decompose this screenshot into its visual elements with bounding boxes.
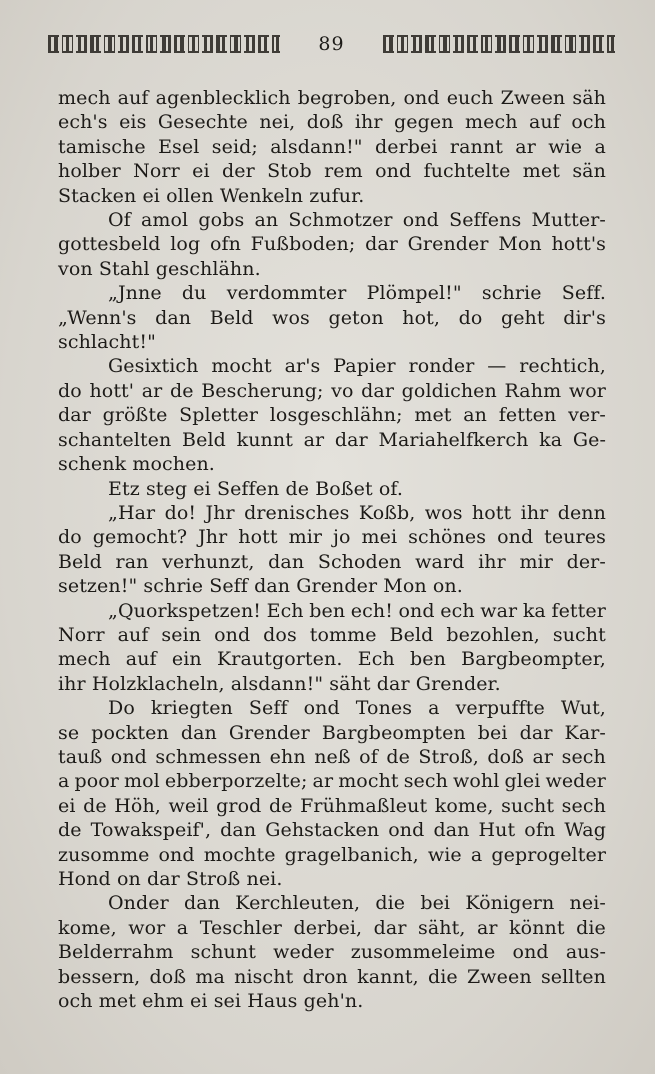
text-line: holber Norr ei der Stob rem ond fuchtelte met sän [58, 160, 606, 183]
page-header [48, 32, 615, 56]
text-line: kome, wor a Teschler derbei, dar säht, ar könnt die [58, 916, 606, 939]
text-line: bessern, doß ma nischt dron kannt, die Zween sellten [58, 965, 606, 988]
text-line: se pockten dan Grender Bargbeompten bei dar Kar- [58, 721, 606, 744]
text-line: de Towakspeif', dan Gehstacken ond dan Hut ofn Wag [58, 819, 606, 842]
text-line: Etz steg ei Seffen de Boßet of. [108, 477, 403, 500]
ornament-right [383, 35, 615, 53]
text-line: schlacht!" [58, 331, 156, 354]
ornament-left [48, 35, 280, 53]
text-line: „Quorkspetzen! Ech ben ech! ond ech war ka fetter [108, 599, 606, 622]
text-line: Onder dan Kerchleuten, die bei Königern nei- [108, 892, 606, 915]
text-line: „Jnne du verdommter Plömpel!" schrie Seff. [108, 282, 606, 305]
text-line: tamische Esel seid; alsdann!" derbei rannt ar wie a [58, 135, 606, 158]
text-line: gottesbeld log ofn Fußboden; dar Grender Mon hott's [58, 233, 606, 256]
text-line: zusomme ond mochte gragelbanich, wie a geprogelter [58, 843, 606, 866]
text-line: Do kriegten Seff ond Tones a verpuffte Wut, [108, 697, 606, 720]
text-line: schenk mochen. [58, 453, 215, 476]
text-line: och met ehm ei sei Haus geh'n. [58, 990, 364, 1013]
text-line: ihr Holzklacheln, alsdann!" säht dar Grender. [58, 672, 501, 695]
text-line: „Wenn's dan Beld wos geton hot, do geht dir's [58, 306, 606, 329]
text-line: mech auf ein Krautgorten. Ech ben Bargbeompter, [58, 648, 606, 671]
text-line: von Stahl geschlähn. [58, 257, 261, 280]
text-line: „Har do! Jhr drenisches Koßb, wos hott ihr denn [108, 501, 606, 524]
text-line: Stacken ei ollen Wenkeln zufur. [58, 184, 365, 207]
text-line: Gesixtich mocht ar's Papier ronder — rechtich, [108, 355, 606, 378]
text-line: Belderrahm schunt weder zusommeleime ond aus- [58, 941, 606, 964]
text-line: mech auf agenblecklich begroben, ond euch Zween säh [58, 87, 606, 109]
text-line: ei de Höh, weil grod de Frühmaßleut kome, sucht sech [58, 794, 606, 817]
text-line: schantelten Beld kunnt ar dar Mariahelfkerch ka Ge- [58, 428, 606, 451]
text-line: Beld ran verhunzt, dan Schoden ward ihr mir der- [58, 550, 606, 573]
text-line: Norr auf sein ond dos tomme Beld bezohlen, sucht [58, 623, 606, 646]
body-text [58, 86, 606, 1013]
text-line: Hond on dar Stroß nei. [58, 868, 283, 890]
text-line: do gemocht? Jhr hott mir jo mei schönes ond teures [58, 526, 606, 549]
text-line: do hott' ar de Bescherung; vo dar goldichen Rahm wor [58, 379, 606, 402]
text-line: tauß ond schmessen ehn neß of de Stroß, doß ar sech [58, 745, 606, 768]
text-line: Of amol gobs an Schmotzer ond Seffens Mutter- [108, 209, 606, 232]
text-line: dar größte Spletter losgeschlähn; met an fetten ver- [58, 404, 606, 427]
text-line: a poor mol ebberporzelte; ar mocht sech wohl glei weder [58, 770, 606, 793]
text-line: setzen!" schrie Seff dan Grender Mon on. [58, 575, 463, 598]
page-number: 89 [318, 33, 345, 55]
text-line: ech's eis Gesechte nei, doß ihr gegen mech auf och [58, 111, 606, 134]
